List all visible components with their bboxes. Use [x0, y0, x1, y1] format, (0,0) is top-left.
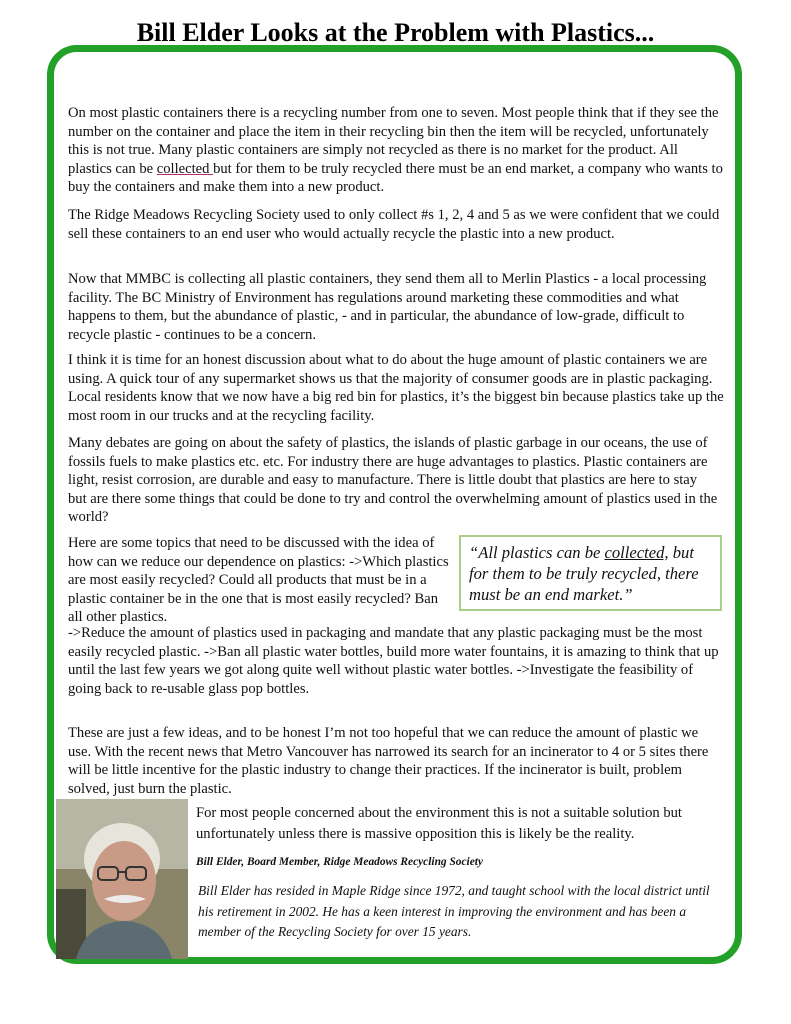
author-signature: Bill Elder, Board Member, Ridge Meadows Recycling Society [196, 856, 483, 868]
author-bio: Bill Elder has resided in Maple Ridge since 1972, and taught school with the local district until his retirement in 2002. He has a keen interest in improving the environment and has been a member of the Recycling Society for over 15 years. [198, 883, 710, 939]
pull-quote-text-a: “All plastics can be [469, 543, 605, 562]
paragraph-2: The Ridge Meadows Recycling Society used to only collect #s 1, 2, 4 and 5 as we were confident that we could sell these containers to an end user who would actually recycle the plastic into a new product. [68, 207, 720, 242]
paragraph-7: ->Reduce the amount of plastics used in packaging and mandate that any plastic packaging must be the most easily recycled plastic. ->Ban all plastic water bottles, build more water fountains, it is amazing to think that up until the last few years we got along quite well without plastic water bottles. ->Investigate the feasibility of going back to re-usable glass pop bottles. [68, 625, 719, 697]
pull-quote-text-b: but for them to be truly recycled, there must be an end market.” [469, 543, 699, 604]
paragraph-5: Many debates are going on about the safety of plastics, the islands of plastic garbage in our oceans, the use of fossils fuels to make plastics etc. etc. For industry there are huge advantages to plastics. Plastic containers are light, resist corrosion, are durable and easy to manufacture. There is little doubt that plastics are here to stay but are there some things that could be done to try and control the overwhelming amount of plastics used in the world? [68, 435, 718, 526]
paragraph-6: Here are some topics that need to be discussed with the idea of how can we reduce our dependence on plastics: ->Which plastics are most easily recycled? Could all products that must be in a plastic container be in the one that is most easily recycled? Ban all other plastics. [68, 535, 449, 626]
paragraph-9: For most people concerned about the environment this is not a suitable solution but unfortunately unless there is massive opposition this is likely be the reality. [196, 805, 682, 842]
article-title: Bill Elder Looks at the Problem with Plastics... [136, 18, 655, 47]
pull-quote [459, 535, 722, 611]
paragraph-1 [68, 104, 724, 197]
pull-quote-underlined: collected, [604, 543, 669, 562]
paragraph-1-text-b: but for them to be truly recycled there must be an end market, a company who wants to buy the containers and make them into a new product. [68, 160, 723, 196]
author-photo [56, 799, 188, 959]
paragraph-3: Now that MMBC is collecting all plastic containers, they send them all to Merlin Plastics - a local processing facility. The BC Ministry of Environment has regulations around marketing these commodities and what happens to them, but the abundance of plastic, - and in particular, the abundance of low-grade, difficult to recycle plastic - continues to be a concern. [68, 271, 707, 343]
paragraph-4: I think it is time for an honest discussion about what to do about the huge amount of plastic containers we are using. A quick tour of any supermarket shows us that the majority of consumer goods are in plastic packaging. Local residents know that we now have a big red bin for plastics, it’s the biggest bin because plastics take up the most room in our trucks and at the recycling facility. [68, 352, 724, 424]
collected-underlined: collected [156, 160, 214, 177]
paragraph-8: These are just a few ideas, and to be honest I’m not too hopeful that we can reduce the amount of plastic we use. With the recent news that Metro Vancouver has narrowed its search for an incinerator to 4 or 5 sites there will be little incentive for the plastic industry to change their practices. If the incinerator is built, problem solved, just burn the plastic. [68, 725, 709, 797]
paragraph-1-text-a: On most plastic containers there is a recycling number from one to seven. Most people think that if they see the number on the container and place the item in their recycling bin then the item will be recycled, unfortunately this is not true. Many plastic containers are simply not recycled as there is no market for the product. All plastics can be [68, 105, 719, 177]
